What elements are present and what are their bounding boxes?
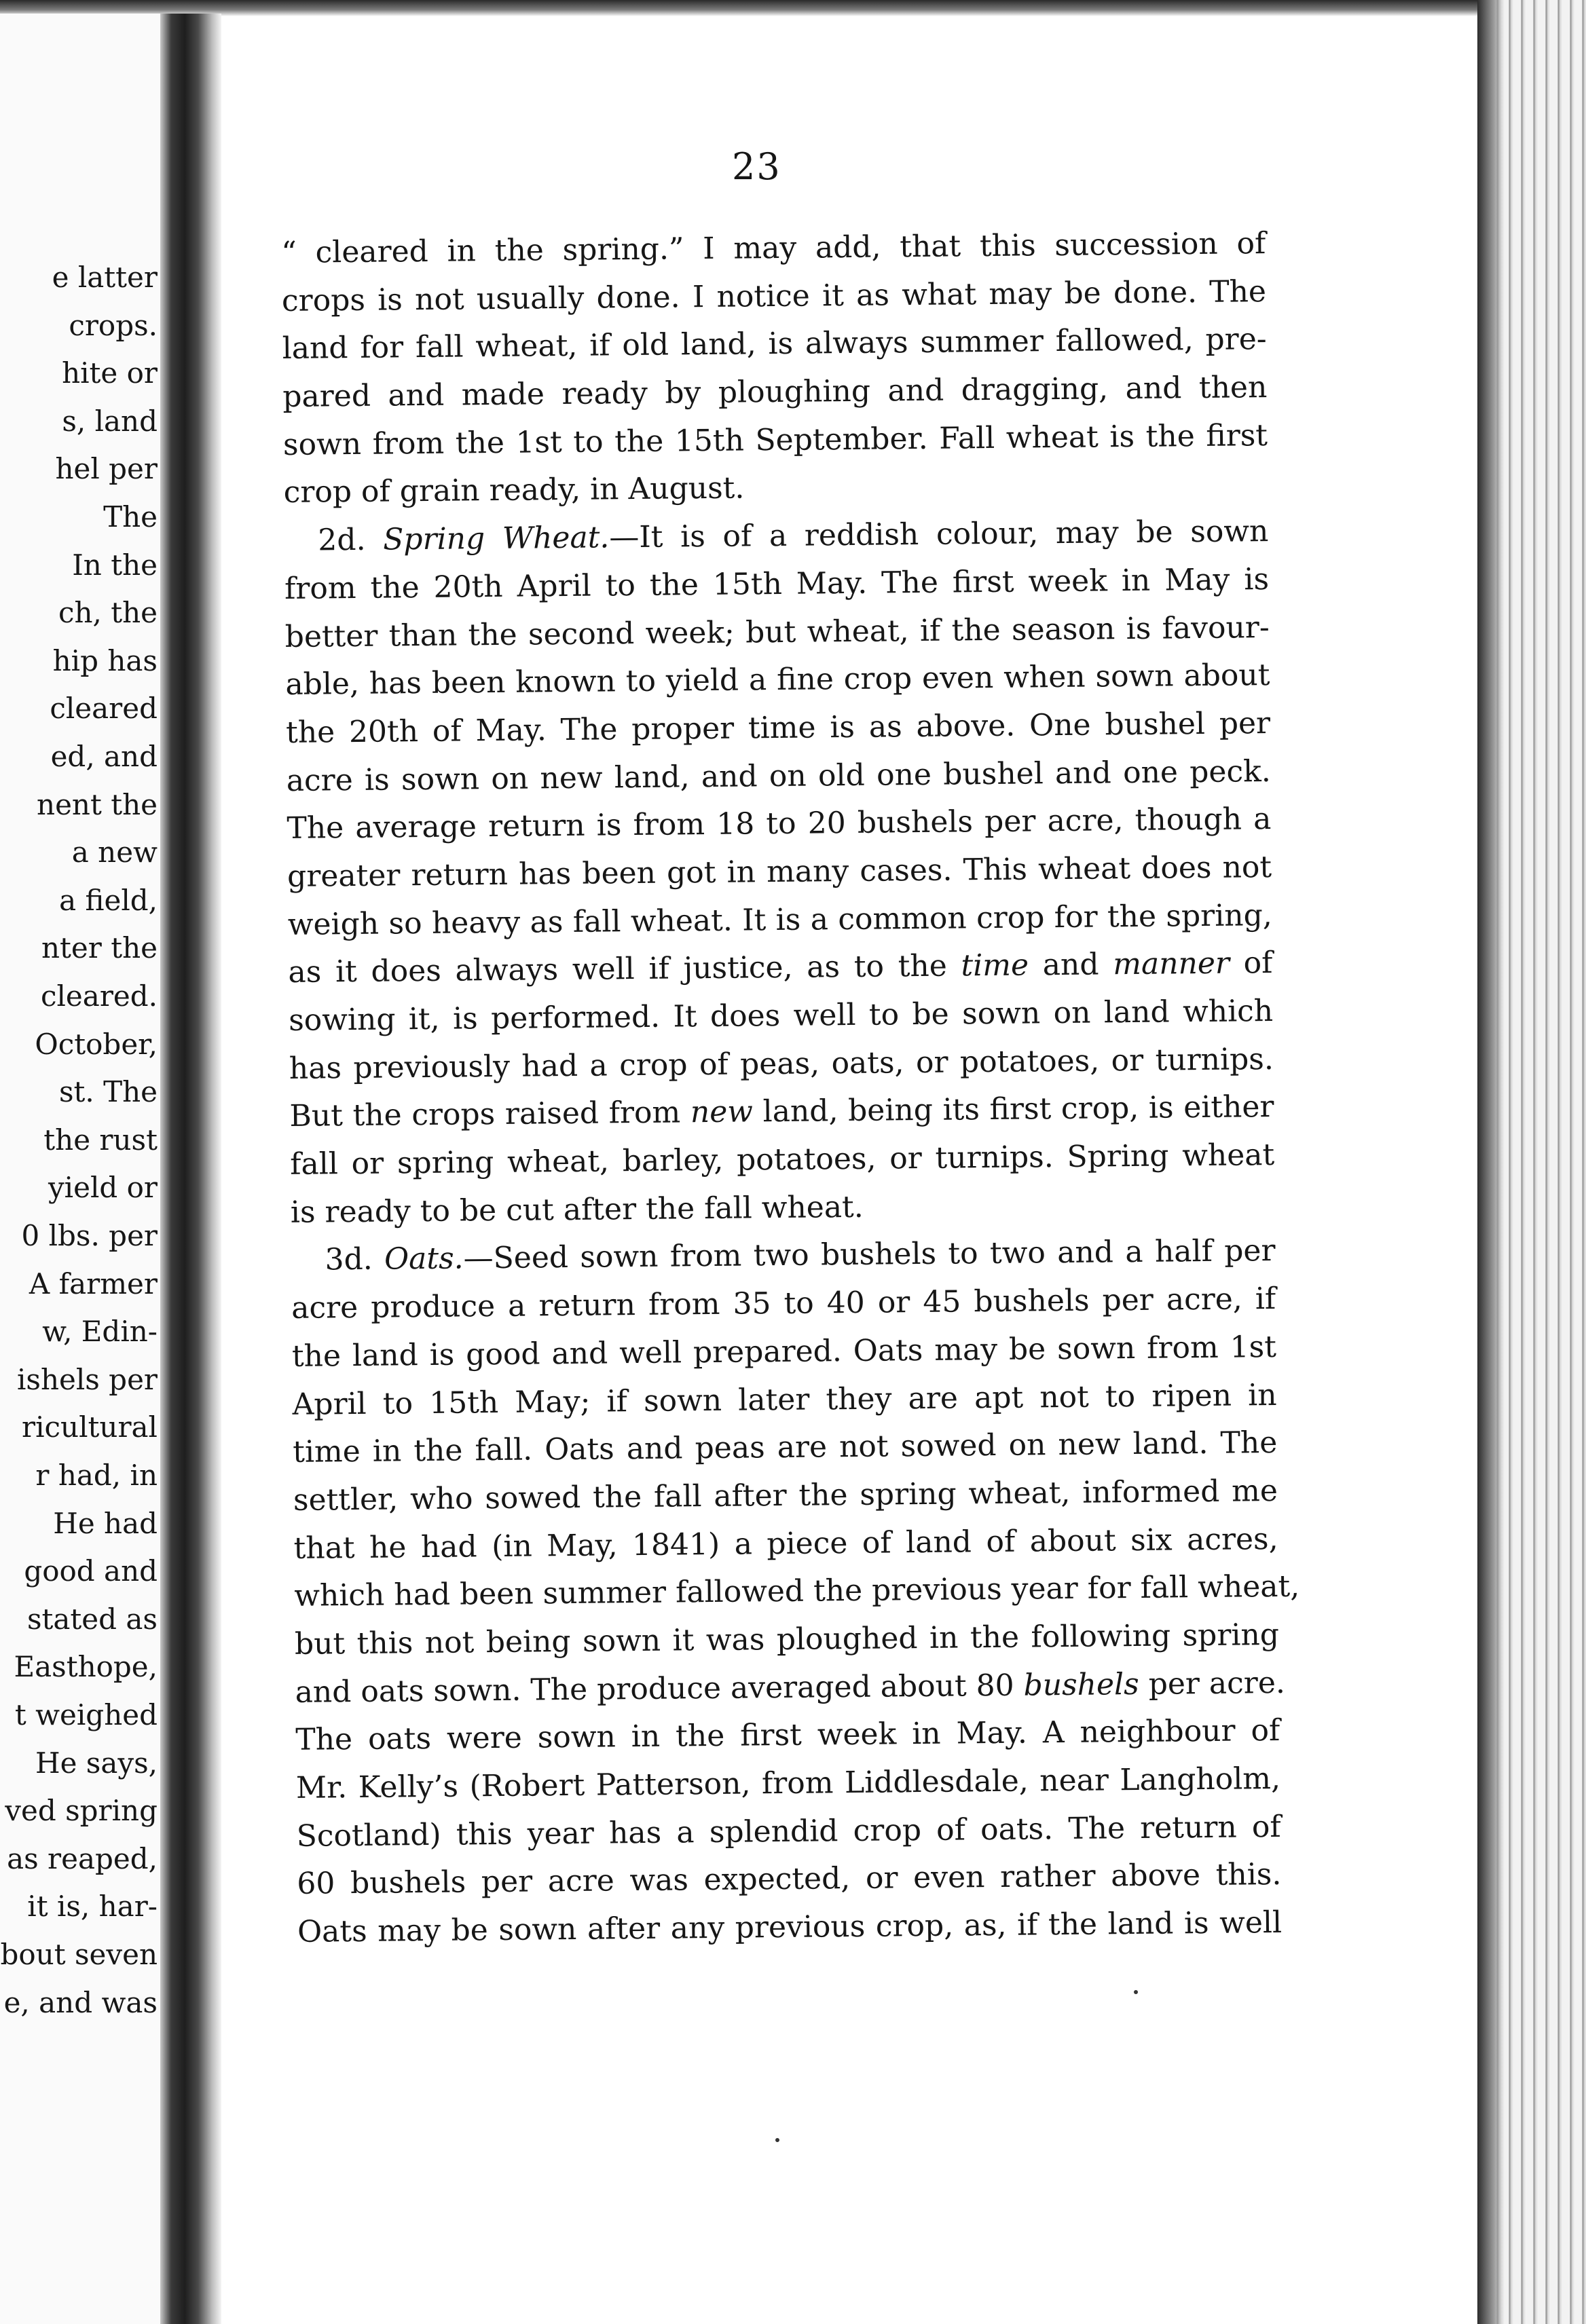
left-page-line: w, Edin- (42, 1315, 158, 1349)
text-line: greater return has been got in many cases. This wheat does not (287, 849, 1272, 894)
text-line: Mr. Kelly’s (Robert Patterson, from Liddlesdale, near Langholm, (295, 1761, 1281, 1805)
text-line: sown from the 1st to the 15th September. Fall wheat is the first (282, 417, 1268, 462)
text-line: settler, who sowed the fall after the spring wheat, informed me (293, 1473, 1278, 1518)
left-page-line: He had (53, 1506, 158, 1540)
italic-term: time (961, 948, 1029, 983)
left-page-line: cleared (50, 692, 158, 726)
text-line: able, has been known to yield a fine crop even when sown about (285, 658, 1270, 702)
page-stack-edge (1477, 0, 1586, 2324)
left-page-line: e latter (52, 261, 158, 294)
left-page-line: ved spring (5, 1794, 158, 1828)
text-line: sowing it, is performed. It does well to be sown on land which (288, 994, 1274, 1038)
text-line: April to 15th May; if sown later they are apt not to ripen in (292, 1377, 1277, 1422)
text-line: Oats may be sown after any previous crop, as, if the land is well (297, 1905, 1283, 1949)
text-line: better than the second week; but wheat, if the season is favour- (284, 610, 1270, 654)
left-page-line: The (103, 500, 158, 533)
text-line: but this not being sown it was ploughed in the following spring (294, 1617, 1280, 1662)
text-run: —Seed sown from two bushels to two and a half per (463, 1233, 1276, 1276)
left-page-line: ricultural (22, 1410, 158, 1444)
text-run: 2d. (318, 522, 384, 558)
text-run: of (1229, 945, 1273, 981)
text-line (284, 508, 1269, 565)
left-page-line: ch, the (58, 596, 158, 630)
italic-term: new (690, 1094, 754, 1130)
text-line: crops is not usually done. I notice it as what may be done. The (281, 274, 1267, 318)
speck-mark (1134, 1990, 1138, 1994)
text-run: But the crops raised from (289, 1095, 691, 1134)
text-line: the land is good and well prepared. Oats may be sown from 1st (291, 1329, 1277, 1374)
left-page-line: 0 lbs. per (21, 1219, 158, 1252)
left-page-line: cleared. (40, 979, 158, 1013)
left-page-line: hel per (55, 452, 158, 486)
text-line: which had been summer fallowed the previous year for fall wheat, (294, 1569, 1300, 1614)
left-page-line: nent the (37, 787, 158, 821)
left-page-line: crops. (69, 308, 158, 342)
text-run: 3d. (325, 1242, 385, 1277)
text-run: per acre. (1139, 1665, 1286, 1702)
text-run: land, being its first crop, is either (752, 1089, 1274, 1129)
text-line: has previously had a crop of peas, oats, or potatoes, or turnips. (289, 1041, 1274, 1086)
italic-term: Oats. (384, 1241, 464, 1277)
left-page-line: it is, har- (27, 1890, 158, 1924)
speck-mark (775, 2138, 779, 2142)
book-gutter-shadow (160, 14, 221, 2324)
left-page-line: ishels per (16, 1362, 158, 1396)
left-page-line: He says, (35, 1746, 158, 1780)
body-text (281, 220, 1300, 1957)
left-page-line: hite or (62, 356, 158, 390)
text-run: and oats sown. The produce averaged about 80 (295, 1668, 1024, 1710)
left-page-line: good and (24, 1554, 158, 1588)
left-page-line: bout seven (0, 1938, 158, 1971)
text-line: time in the fall. Oats and peas are not sowed on new land. The (293, 1425, 1278, 1470)
left-page-line: e, and was (3, 1985, 158, 2019)
text-line: Scotland) this year has a splendid crop of oats. The return of (296, 1809, 1281, 1854)
text-line: is ready to be cut after the fall wheat. (290, 1189, 864, 1230)
text-line: from the 20th April to the 15th May. The first week in May is (284, 561, 1270, 606)
text-line: 60 bushels per acre was expected, or even rather above this. (297, 1857, 1282, 1902)
text-run: —It is of a reddish colour, may be sown (609, 514, 1269, 555)
text-line: The oats were sown in the first week in May. A neighbour of (295, 1713, 1280, 1758)
text-line: acre is sown on new land, and on old one bushel and one peck. (286, 753, 1271, 798)
text-line: crop of grain ready, in August. (283, 470, 745, 510)
left-page-line: ed, and (50, 740, 158, 773)
text-line: the 20th of May. The proper time is as above. One bushel per (285, 705, 1271, 750)
left-page-line: A farmer (29, 1267, 158, 1300)
text-line: pared and made ready by ploughing and dragging, and then (282, 370, 1268, 415)
left-page-line: a field, (59, 883, 158, 917)
left-page-line: In the (72, 548, 158, 582)
text-line: “ cleared in the spring.” I may add, that this succession of (281, 226, 1266, 270)
left-page-line: a new (71, 836, 158, 869)
left-facing-page (0, 14, 163, 2324)
left-page-line: Easthope, (14, 1650, 158, 1684)
text-line: weigh so heavy as fall wheat. It is a common crop for the spring, (287, 897, 1273, 942)
left-page-line: r had, in (35, 1459, 158, 1492)
italic-term: manner (1112, 945, 1230, 982)
text-run: as it does always well if justice, as to the (288, 948, 961, 990)
text-line: land for fall wheat, if old land, is always summer fallowed, pre- (282, 322, 1267, 367)
left-page-line: hip has (52, 643, 158, 677)
page-top-edge (0, 0, 1586, 16)
text-line: that he had (in May, 1841) a piece of land of about six acres, (293, 1521, 1278, 1566)
text-run: and (1028, 947, 1113, 983)
text-line: The average return is from 18 to 20 bushels per acre, though a (287, 802, 1272, 846)
left-page-line: yield or (48, 1171, 158, 1205)
left-page-line: st. The (58, 1075, 158, 1109)
italic-term: bushels (1023, 1666, 1139, 1703)
italic-term: Spring Wheat. (383, 520, 610, 557)
text-line: acre produce a return from 35 to 40 or 45 bushels per acre, if (291, 1281, 1276, 1326)
left-page-line: as reaped, (7, 1841, 158, 1875)
page-number: 23 (732, 145, 781, 188)
left-page-line: s, land (62, 404, 158, 438)
left-page-line: nter the (41, 931, 158, 965)
text-line: fall or spring wheat, barley, potatoes, or turnips. Spring wheat (289, 1138, 1275, 1182)
left-page-line: stated as (26, 1602, 158, 1636)
left-page-line: October, (35, 1027, 158, 1061)
left-page-line: the rust (43, 1123, 158, 1157)
left-page-line: t weighed (14, 1698, 158, 1731)
